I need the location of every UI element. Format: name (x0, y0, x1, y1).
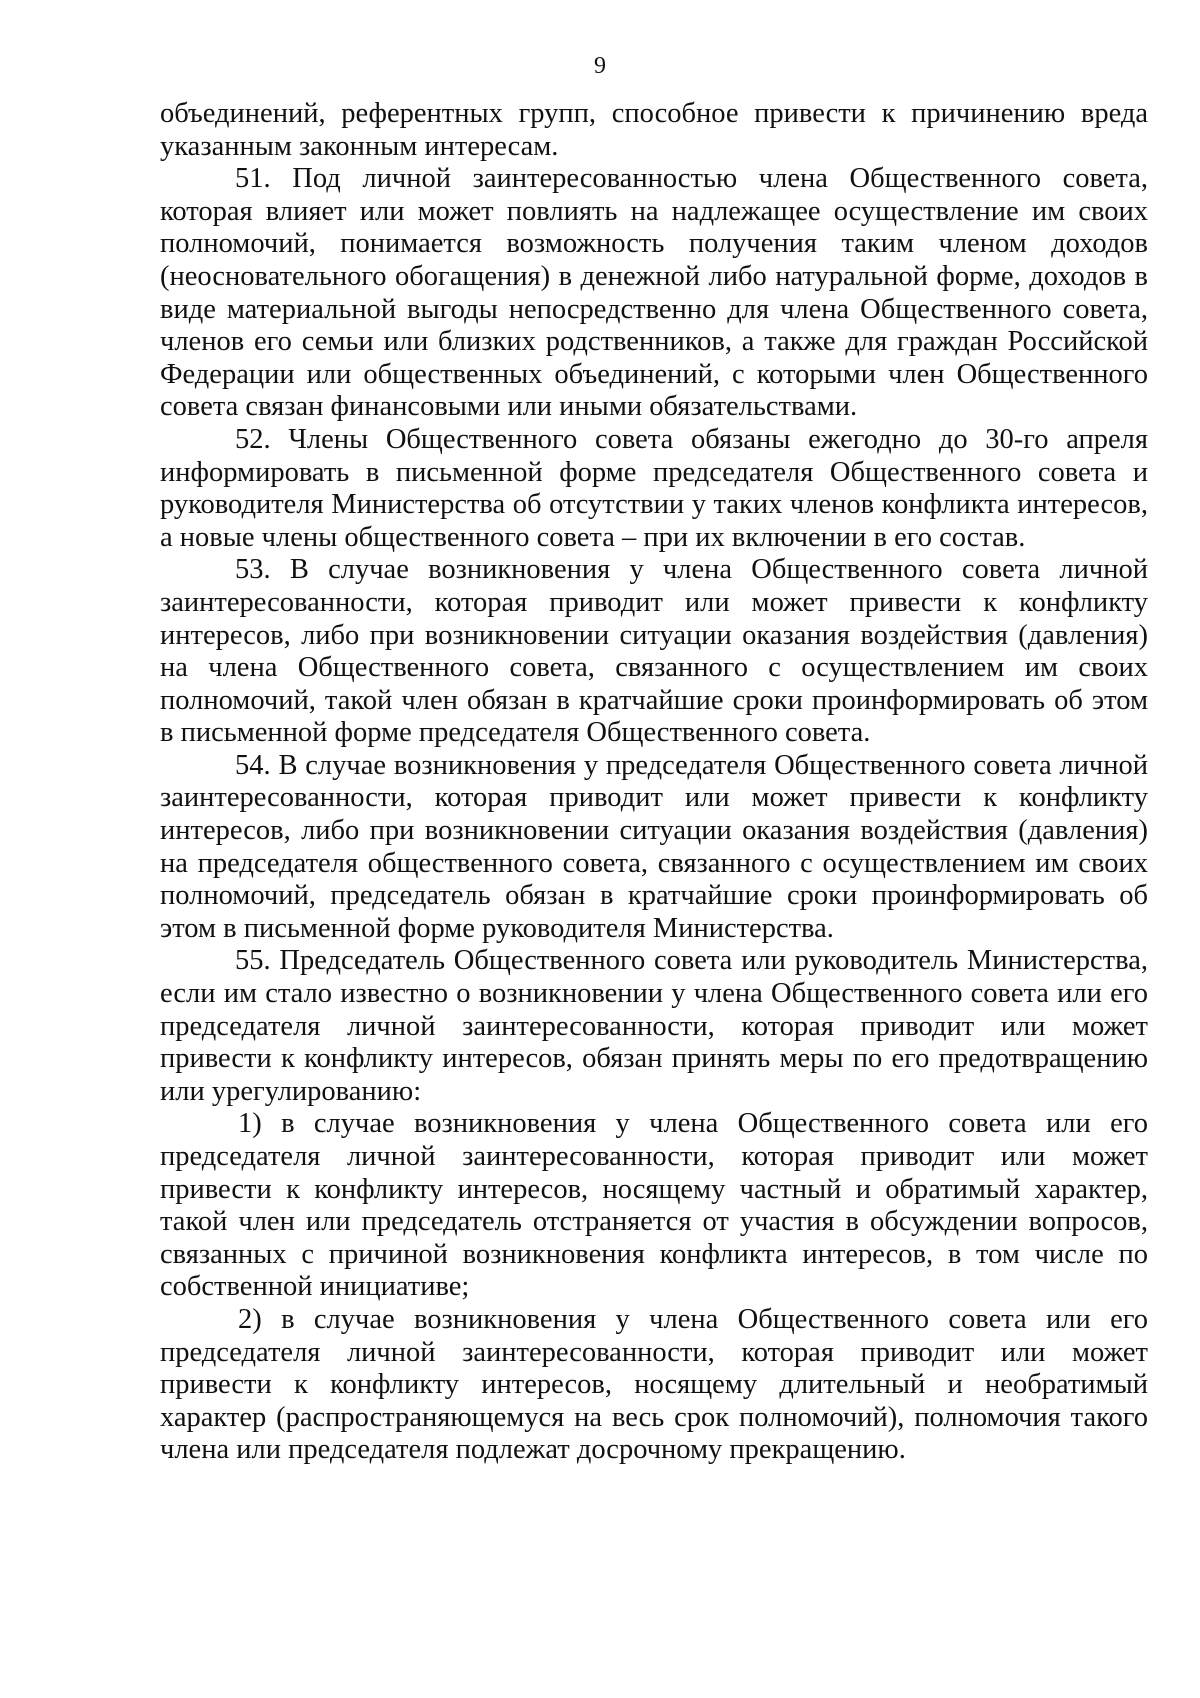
page-number: 9 (594, 53, 606, 79)
paragraph-55: 55. Председатель Общественного совета или руководитель Министерства, если им стало известно о возникновении у члена Общественного совета или его председателя личной заинтересованности, которая приводит или может привести к конфликту интересов, обязан принять меры по его предотвращению или урегулированию: (160, 945, 1148, 1107)
paragraph-53: 53. В случае возникновения у члена Общественного совета личной заинтересованности, которая приводит или может привести к конфликту интересов, либо при возникновении ситуации оказания воздействия (давления) на члена Общественного совета, связанного с осуществлением им своих полномочий, такой член обязан в кратчайшие сроки проинформировать об этом в письменной форме председателя Общественного совета. (160, 554, 1148, 749)
paragraph-54: 54. В случае возникновения у председателя Общественного совета личной заинтересованности, которая приводит или может привести к конфликту интересов, либо при возникновении ситуации оказания воздействия (давления) на председателя общественного совета, связанного с осуществлением им своих полномочий, председатель обязан в кратчайшие сроки проинформировать об этом в письменной форме руководителя Министерства. (160, 749, 1148, 944)
paragraph-continuation: объединений, референтных групп, способное привести к причинению вреда указанным законным интересам. (160, 98, 1148, 162)
paragraph-52: 52. Члены Общественного совета обязаны ежегодно до 30-го апреля информировать в письменной форме председателя Общественного совета и руководителя Министерства об отсутствии у таких членов конфликта интересов, а новые члены общественного совета – при их включении в его состав. (160, 423, 1148, 553)
document-body (160, 98, 1148, 1467)
paragraph-55-item-2: 2) в случае возникновения у члена Общественного совета или его председателя личной заинтересованности, которая приводит или может привести к конфликту интересов, носящему длительный и необратимый характер (распространяющемуся на весь срок полномочий), полномочия такого члена или председателя подлежат досрочному прекращению. (160, 1303, 1148, 1466)
paragraph-55-item-1: 1) в случае возникновения у члена Общественного совета или его председателя личной заинтересованности, которая приводит или может привести к конфликту интересов, носящему частный и обратимый характер, такой член или председатель отстраняется от участия в обсуждении вопросов, связанных с причиной возникновения конфликта интересов, в том числе по собственной инициативе; (160, 1108, 1148, 1303)
paragraph-51: 51. Под личной заинтересованностью члена Общественного совета, которая влияет или может повлиять на надлежащее осуществление им своих полномочий, понимается возможность получения таким членом доходов (неосновательного обогащения) в денежной либо натуральной форме, доходов в виде материальной выгоды непосредственно для члена Общественного совета, членов его семьи или близких родственников, а также для граждан Российской Федерации или общественных объединений, с которыми член Общественного совета связан финансовыми или иными обязательствами. (160, 163, 1148, 423)
